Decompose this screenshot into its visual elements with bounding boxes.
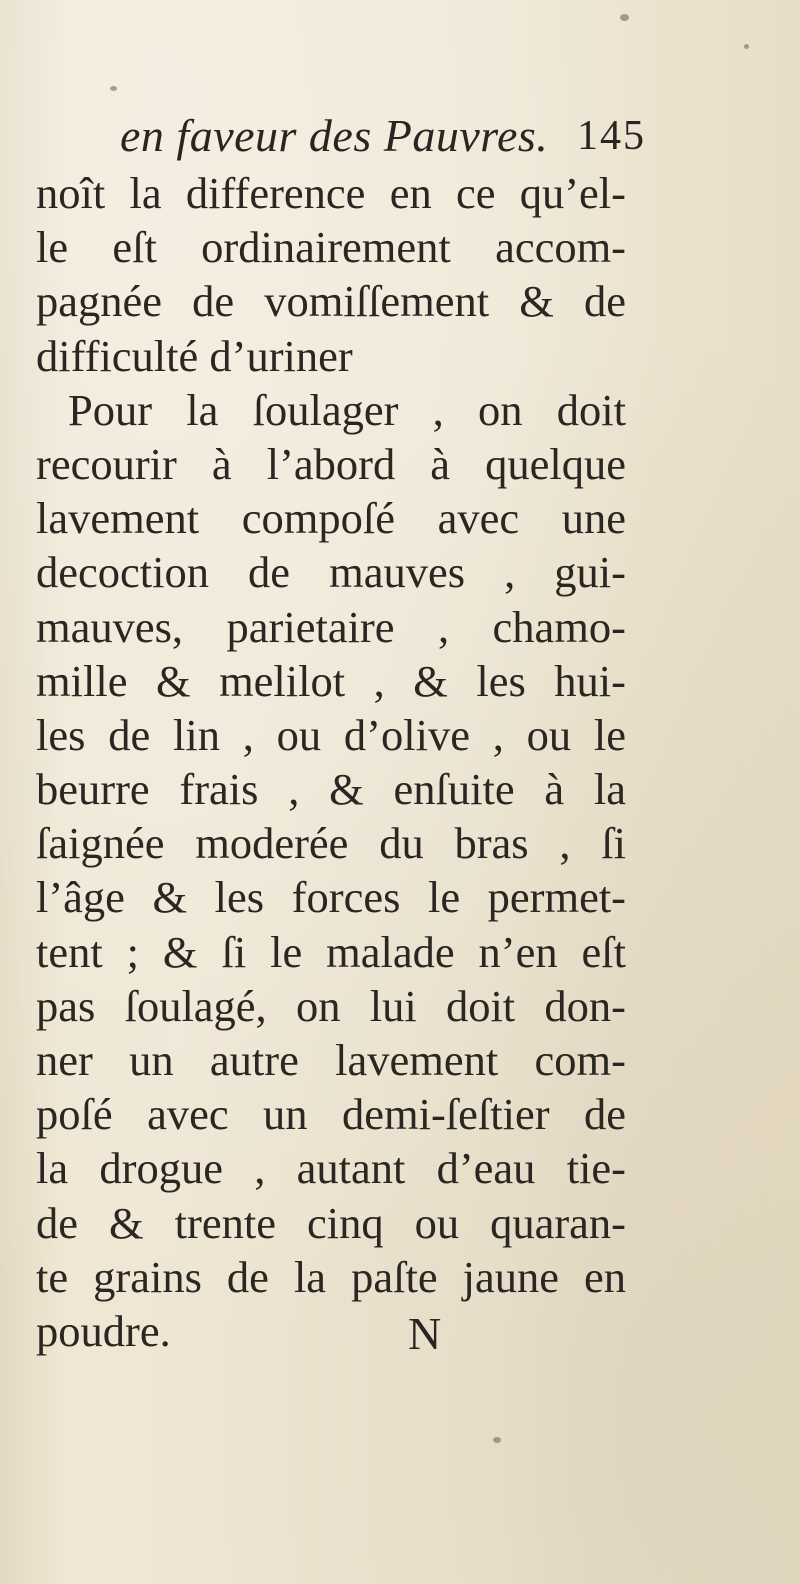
page-number: 145 [577, 113, 646, 159]
text-line: te grains de la paſte jaune en [36, 1251, 626, 1302]
text-line: pas ſoulagé, on lui doit don- [36, 980, 626, 1031]
text-line: les de lin , ou d’olive , ou le [36, 709, 626, 760]
ink-speck [744, 44, 749, 49]
ink-speck [493, 1437, 501, 1443]
ink-speck [620, 14, 629, 21]
text-line: decoction de mauves , gui- [36, 547, 626, 598]
text-line: mauves, parietaire , chamo- [36, 601, 626, 652]
text-line: la drogue , autant d’eau tie- [36, 1143, 626, 1194]
text-line: de & trente cinq ou quaran- [36, 1197, 626, 1248]
text-line: beurre frais , & enſuite à la [36, 764, 626, 815]
text-line: recourir à l’abord à quelque [36, 438, 626, 489]
paragraph-start-line: Pour la ſoulager , on doit [68, 384, 626, 435]
text-line: difficulté d’uriner [36, 330, 353, 381]
text-line: le eſt ordinairement accom- [36, 222, 626, 273]
text-line: poſé avec un demi-ſeſtier de [36, 1089, 626, 1140]
ink-speck [110, 86, 117, 91]
page-header [86, 106, 646, 166]
signature-mark: N [408, 1308, 442, 1359]
text-line: l’âge & les forces le permet- [36, 872, 626, 923]
text-line: poudre. [36, 1305, 171, 1356]
text-line: ſaignée moderée du bras , ſi [36, 818, 626, 869]
text-line: pagnée de vomiſſement & de [36, 276, 626, 327]
body-text [36, 166, 626, 1358]
text-line: mille & melilot , & les hui- [36, 655, 626, 706]
running-title: en faveur des Pauvres. [120, 110, 549, 161]
text-line: lavement compoſé avec une [36, 493, 626, 544]
text-line: noît la difference en ce qu’el- [36, 168, 626, 218]
text-line: ner un autre lavement com- [36, 1035, 626, 1085]
text-line: tent ; & ſi le malade n’en eſt [36, 926, 626, 977]
